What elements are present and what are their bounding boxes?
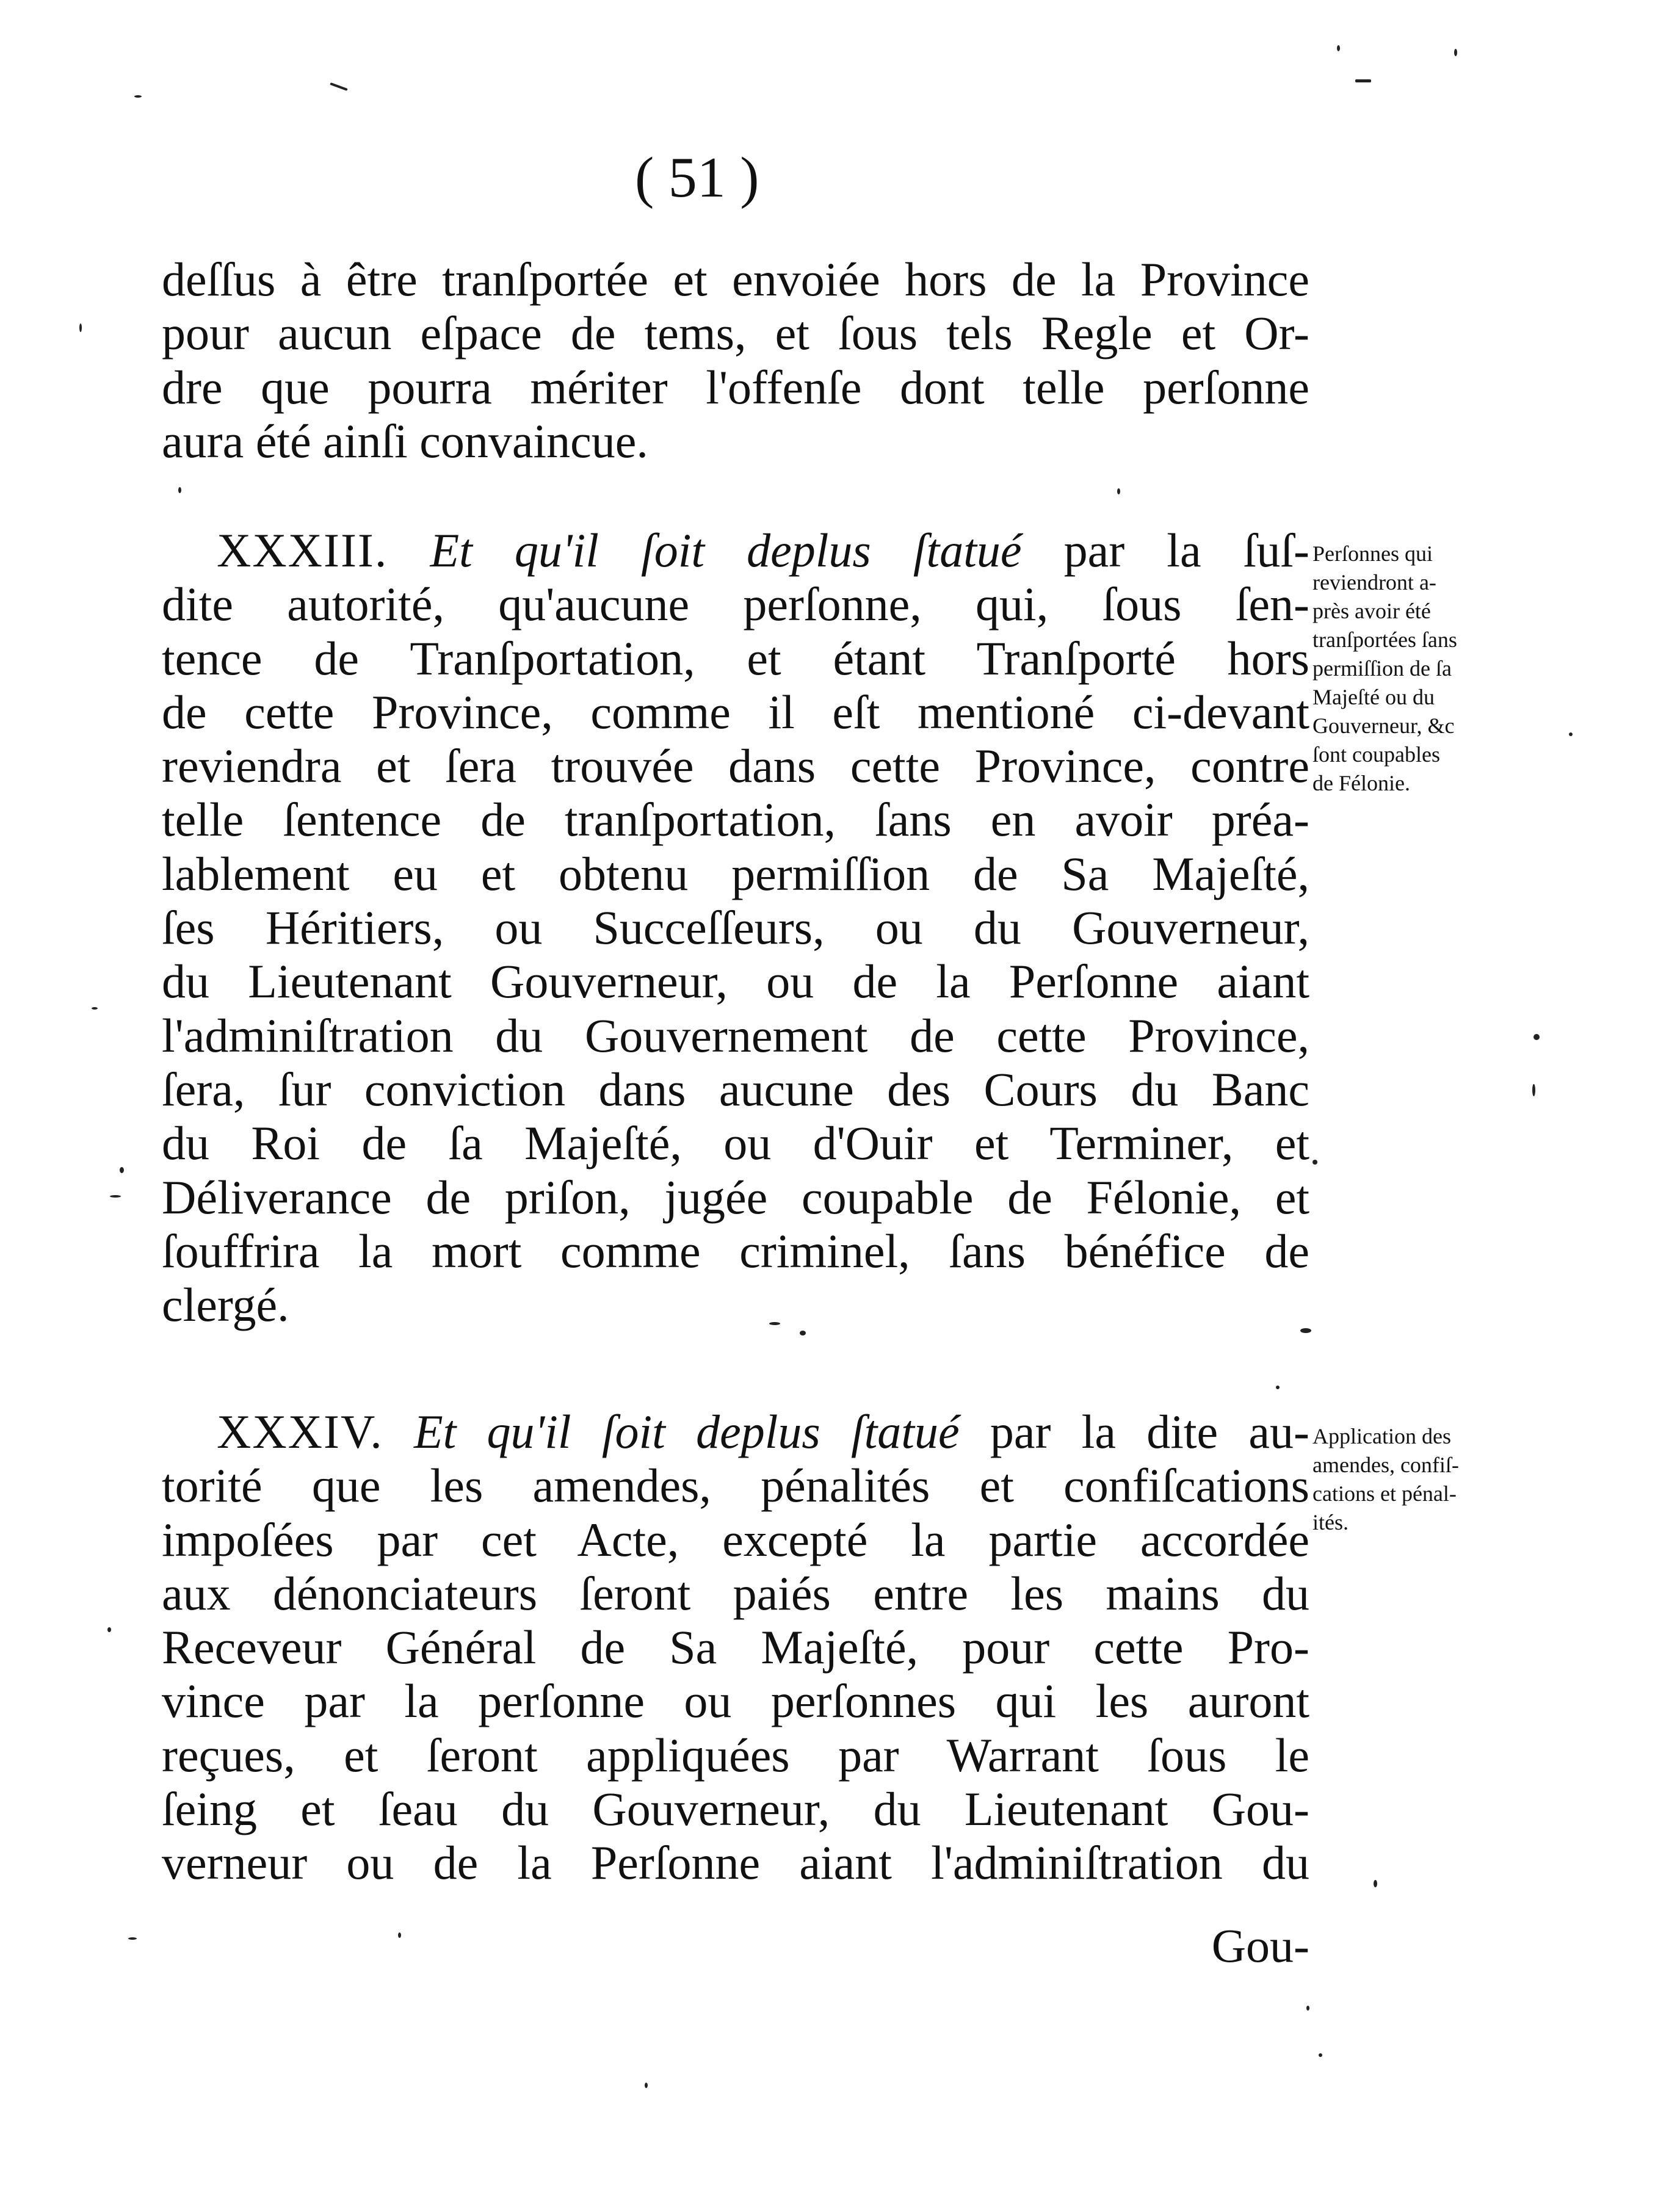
- first-line-text: par la dite au-: [990, 1405, 1310, 1458]
- scan-speck: [398, 1932, 401, 1938]
- text-line: telle ſentence de tranſportation, ſans en avoir préa-: [162, 793, 1309, 847]
- enacting-clause: Et qu'il ſoit deplus ſtatué: [414, 1405, 960, 1458]
- scan-speck: [1454, 49, 1457, 56]
- text-line: tence de Tranſportation, et étant Tranſporté hors: [162, 631, 1309, 685]
- scan-speck: [645, 2083, 648, 2088]
- scan-speck: [110, 1195, 121, 1198]
- scan-speck: [107, 1627, 111, 1632]
- text-line: torité que les amendes, pénalités et confiſcations: [162, 1459, 1309, 1513]
- scan-speck: [1569, 732, 1573, 736]
- scan-speck: [330, 82, 348, 91]
- text-line: ſes Héritiers, ou Succeſſeurs, ou du Gouverneur,: [162, 901, 1309, 955]
- scan-speck: [92, 1007, 98, 1010]
- first-line-text: par la ſuſ-: [1063, 524, 1309, 577]
- text-line: verneur ou de la Perſonne aiant l'adminiſtration du: [162, 1836, 1309, 1890]
- margin-note-line: Gouverneur, &c: [1312, 714, 1455, 738]
- text-line: impoſées par cet Acte, excepté la partie accordée: [162, 1513, 1309, 1566]
- enacting-clause: Et qu'il ſoit deplus ſtatué: [430, 524, 1022, 577]
- text-line: l'adminiſtration du Gouvernement de cette Province,: [162, 1008, 1309, 1062]
- scan-speck: [800, 1331, 806, 1335]
- scan-speck: [128, 1937, 137, 1940]
- scan-speck: [178, 487, 181, 493]
- margin-note-line: permiſſion de ſa: [1312, 656, 1452, 681]
- text-line: dre que pourra mériter l'offenſe dont telle perſonne: [162, 360, 1309, 414]
- page-number: ( 51 ): [635, 146, 759, 209]
- scan-speck: [79, 323, 82, 332]
- text-line: Déliverance de priſon, jugée coupable de Félonie, et: [162, 1170, 1309, 1224]
- text-line: reçues, et ſeront appliquées par Warrant ſous le: [162, 1728, 1309, 1782]
- text-line: ſeing et ſeau du Gouverneur, du Lieutenant Gou-: [162, 1782, 1309, 1836]
- text-line: du Roi de ſa Majeſté, ou d'Ouir et Terminer, et: [162, 1116, 1309, 1170]
- text-line: clergé.: [162, 1278, 289, 1332]
- scan-speck: [1312, 1160, 1317, 1165]
- text-line: dite autorité, qu'aucune perſonne, qui, ſous ſen-: [162, 577, 1309, 631]
- section-xxxiii-first-line: [162, 524, 1309, 577]
- margin-note-line: ſont coupables: [1312, 742, 1440, 767]
- text-line: du Lieutenant Gouverneur, ou de la Perſonne aiant: [162, 955, 1309, 1008]
- scan-speck: [134, 95, 142, 98]
- margin-note-line: Majeſté ou du: [1312, 685, 1435, 709]
- catchword-block: [162, 1919, 1309, 1973]
- margin-note-line: Application des: [1312, 1424, 1451, 1448]
- scan-speck: [1117, 488, 1120, 494]
- scan-speck: [1374, 1880, 1377, 1887]
- margin-note-xxxiv: [1312, 1422, 1551, 1537]
- section-xxxiv: [162, 1405, 1309, 1890]
- scan-speck: [1337, 45, 1340, 51]
- margin-note-line: tranſportées ſans: [1312, 627, 1457, 652]
- scan-speck: [1532, 1084, 1535, 1096]
- text-line: reviendra et ſera trouvée dans cette Province, contre: [162, 739, 1309, 793]
- continuation-paragraph: [162, 253, 1309, 468]
- scan-speck: [769, 1322, 780, 1325]
- scan-speck: [1533, 1034, 1540, 1040]
- scan-speck: [120, 1167, 124, 1173]
- scan-speck: [1306, 2006, 1309, 2011]
- margin-note-line: Perſonnes qui: [1312, 541, 1433, 566]
- section-xxxiv-first-line: [162, 1405, 1309, 1459]
- text-line: ſouffrira la mort comme criminel, ſans bénéfice de: [162, 1224, 1309, 1278]
- catchword: Gou-: [1211, 1919, 1309, 1972]
- section-number: XXXIV.: [217, 1405, 383, 1458]
- text-line: lablement eu et obtenu permiſſion de Sa Majeſté,: [162, 847, 1309, 900]
- margin-note-line: cations et pénal-: [1312, 1481, 1457, 1506]
- margin-note-line: près avoir été: [1312, 599, 1431, 623]
- margin-note-line: de Félonie.: [1312, 771, 1410, 795]
- text-line: pour aucun eſpace de tems, et ſous tels Regle et Or-: [162, 306, 1309, 360]
- text-line: ſera, ſur conviction dans aucune des Cours du Banc: [162, 1062, 1309, 1116]
- section-number: XXXIII.: [217, 524, 388, 577]
- margin-note-line: amendes, confiſ-: [1312, 1453, 1459, 1477]
- text-line: aux dénonciateurs ſeront paiés entre les mains du: [162, 1566, 1309, 1620]
- margin-note-xxxiii: [1312, 540, 1551, 798]
- text-line: aura été ainſi convaincue.: [162, 414, 648, 468]
- text-line: vince par la perſonne ou perſonnes qui les auront: [162, 1674, 1309, 1728]
- margin-note-line: ités.: [1312, 1510, 1349, 1534]
- margin-note-line: reviendront a-: [1312, 570, 1436, 595]
- text-line: de cette Province, comme il eſt mentioné ci-devant: [162, 685, 1309, 739]
- scan-speck: [1276, 1386, 1280, 1389]
- scan-speck: [1300, 1328, 1311, 1333]
- scan-speck: [1355, 79, 1371, 82]
- section-xxxiii: [162, 524, 1309, 1332]
- text-line: Receveur Général de Sa Majeſté, pour cette Pro-: [162, 1621, 1309, 1674]
- scan-speck: [1319, 2053, 1322, 2057]
- text-line: deſſus à être tranſportée et envoiée hors de la Province: [162, 253, 1309, 306]
